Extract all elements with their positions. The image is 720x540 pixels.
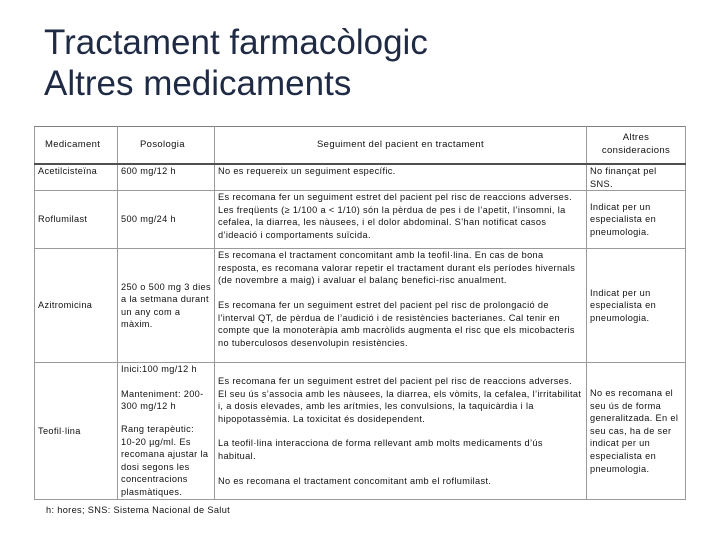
cell-medicament: Azitromicina — [35, 249, 118, 363]
cell-posologia: 250 o 500 mg 3 dies a la setmana durant un any com a màxim. — [118, 249, 215, 363]
seguiment-paragraph: Es recomana el tractament concomitant amb la teofil·lina. En cas de bona resposta, es recomana valorar repetir el tractament durant els períodes hivernals (de novembre a maig) i avaluar el balanç benefici-risc anualment. — [218, 250, 576, 286]
table-row — [35, 164, 686, 191]
posologia-paragraph: Inici:100 mg/12 h — [121, 364, 197, 375]
cell-seguiment: Es recomana fer un seguiment estret del pacient pel risc de reaccions adverses. Les freqüents (≥ 1/100 a < 1/10) són la pèrdua de pes i de l’apetit, l’insomni, la cefalea, la diarrea, les nàusees, i el dolor abdominal. S’han notificat casos d’ideació i comportaments suïcida. — [215, 191, 587, 249]
cell-posologia: 600 mg/12 h — [118, 164, 215, 191]
cell-altres: Indicat per un especialista en pneumologia. — [587, 191, 686, 249]
cell-altres: Indicat per un especialista en pneumologia. — [587, 249, 686, 363]
table-row — [35, 363, 686, 500]
seguiment-paragraph: Es recomana fer un seguiment estret del pacient pel risc de prolongació de l’interval QT, de pèrdua de l’audició i de resistències bacterianes. Cal tenir en compte que la monoteràpia amb macròlids augmenta el risc que els micobacteris no tuberculosos desenvolupin resistències. — [218, 299, 575, 348]
slide-title-line-2: Altres medicaments — [44, 64, 352, 103]
header-medicament: Medicament — [35, 127, 118, 165]
table-row — [35, 249, 686, 363]
cell-altres: No finançat pel SNS. — [587, 164, 686, 191]
medication-table — [34, 126, 686, 500]
slide-title — [44, 22, 428, 104]
cell-medicament: Roflumilast — [35, 191, 118, 249]
table-row — [35, 191, 686, 249]
cell-posologia: 500 mg/24 h — [118, 191, 215, 249]
cell-seguiment: No es requereix un seguiment específic. — [215, 164, 587, 191]
seguiment-paragraph: Es recomana fer un seguiment estret del pacient pel risc de reaccions adverses. El seu ús s’associa amb les nàusees, la diarrea, els vòmits, la cefalea, l’irritabilitat i, a dosis elevades, amb les arítmies, les convulsions, la taquicàrdia i la hipopotassèmia. La toxicitat és dosidependent. — [218, 376, 582, 424]
header-seguiment: Seguiment del pacient en tractament — [215, 127, 587, 165]
header-altres: Altres consideracions — [587, 127, 686, 165]
header-posologia: Posologia — [118, 127, 215, 165]
slide-title-line-1: Tractament farmacòlogic — [44, 23, 428, 62]
footnote: h: hores; SNS: Sistema Nacional de Salut — [46, 505, 231, 515]
cell-medicament: Teofil·lina — [35, 363, 118, 500]
seguiment-paragraph: La teofil·lina interacciona de forma rellevant amb molts medicaments d’ús habitual. — [218, 438, 543, 462]
cell-seguiment — [215, 363, 587, 500]
posologia-paragraph: Manteniment: 200-300 mg/12 h — [121, 388, 204, 412]
cell-posologia — [118, 363, 215, 500]
table-header-row — [35, 127, 686, 165]
cell-medicament: Acetilcisteïna — [35, 164, 118, 191]
posologia-paragraph: Rang terapèutic: 10-20 µg/ml. Es recomana ajustar la dosi segons les concentracions plasmàtiques. — [121, 423, 209, 497]
seguiment-paragraph: No es recomana el tractament concomitant amb el roflumilast. — [218, 475, 492, 486]
cell-altres: No es recomana el seu ús de forma generalitzada. En el seu cas, ha de ser indicat per un especialista en pneumologia. — [587, 363, 686, 500]
cell-seguiment — [215, 249, 587, 363]
